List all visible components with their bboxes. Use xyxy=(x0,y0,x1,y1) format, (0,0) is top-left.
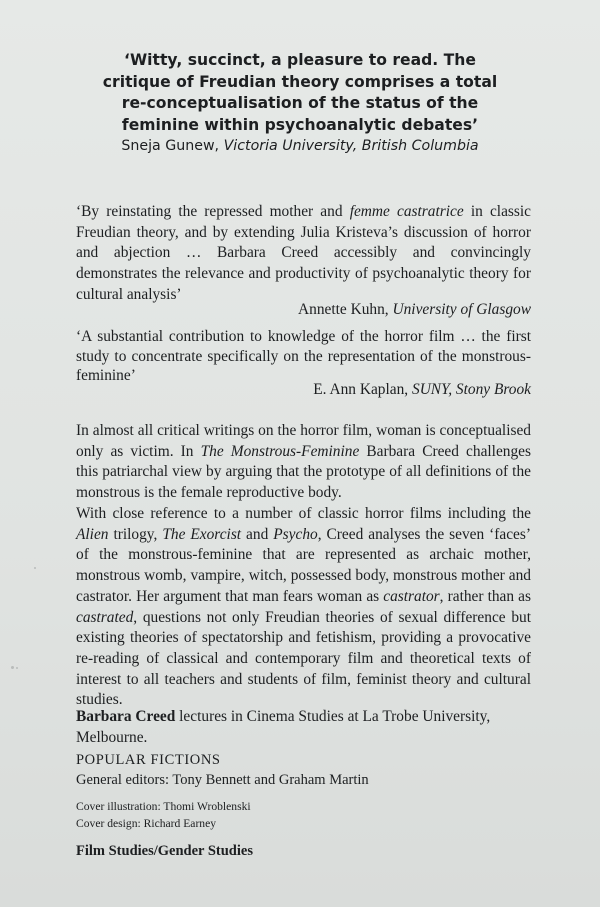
emphasis-word: castrator xyxy=(383,587,440,605)
review-kaplan-attribution xyxy=(76,380,531,401)
print-speck xyxy=(34,567,36,569)
film-title: Psycho xyxy=(273,525,318,543)
lead-author: Sneja Gunew, xyxy=(121,138,224,154)
series-name: POPULAR FICTIONS xyxy=(76,752,221,768)
review-kaplan-affiliation: SUNY, Stony Brook xyxy=(412,381,531,398)
blurb-text: With close reference to a number of classic horror films including the xyxy=(76,505,531,522)
cover-credits xyxy=(76,799,251,832)
series-editors: General editors: Tony Bennett and Graham Martin xyxy=(76,772,369,788)
blurb-text: , Creed analyses the seven ‘faces’ of the monstrous-feminine that are represented as archaic mother, monstrous womb, vampire, witch, possessed body, monstrous mother and castrator. Her argument that man fears woman as xyxy=(76,525,531,605)
emphasis-word: castrated xyxy=(76,608,134,626)
review-kaplan-text: ‘A substantial contribution to knowledge of the horror film … the first study to concentrate specifically on the representation of the monstrous-feminine’ xyxy=(76,328,531,385)
lead-affiliation: Victoria University, British Columbia xyxy=(223,138,479,154)
lead-quote-line: re-conceptualisation of the status of the xyxy=(121,94,479,112)
blurb-text: In almost all critical writings on the horror film, woman is conceptualised only as victim. In xyxy=(76,422,531,460)
film-title: Alien xyxy=(76,525,109,543)
review-kuhn-text: in classic Freudian theory, and by extending Julia Kristeva’s discussion of horror and abjection … Barbara Creed accessibly and convincingly demonstrates the relevance and productivity of psychoanalytic theory for cultural analysis’ xyxy=(76,203,531,303)
lead-quote-line: feminine within psychoanalytic debates’ xyxy=(121,115,479,134)
review-kuhn-text: ‘By reinstating the repressed mother and xyxy=(76,203,350,220)
author-bio-text: lectures in Cinema Studies at La Trobe University, Melbourne. xyxy=(76,708,491,746)
blurb-text: trilogy, xyxy=(108,525,163,543)
print-speck xyxy=(11,666,14,669)
book-title: The Monstrous-Feminine xyxy=(200,442,360,460)
author-bio xyxy=(76,707,536,748)
blurb-text: , questions not only Freudian theories of sexual difference but existing theories of spectatorship and fetishism, providing a provocative re-reading of classical and contemporary film and theoretical texts of interest to all teachers and students of film, feminist theory and cultural studies. xyxy=(76,608,531,709)
subject-category: Film Studies/Gender Studies xyxy=(76,843,253,859)
lead-quote-line: critique of Freudian theory comprises a total xyxy=(102,72,498,91)
lead-endorsement xyxy=(60,50,540,157)
lead-attribution xyxy=(60,136,540,157)
review-kuhn-author: Annette Kuhn, xyxy=(298,301,393,318)
review-kuhn xyxy=(76,202,531,306)
review-kuhn-attribution xyxy=(76,300,531,321)
author-name: Barbara Creed xyxy=(76,708,176,725)
blurb-text: and xyxy=(241,525,274,543)
film-title: The Exorcist xyxy=(162,525,242,543)
review-kuhn-italic: femme castratrice xyxy=(349,203,464,220)
lead-quote xyxy=(60,50,540,136)
blurb-paragraph-1 xyxy=(76,421,531,504)
print-speck xyxy=(16,667,18,669)
blurb-text: Barbara Creed challenges this patriarchal view by arguing that the prototype of all definitions of the monstrous is the female reproductive body. xyxy=(76,442,531,502)
cover-design-credit: Cover design: Richard Earney xyxy=(76,816,217,830)
review-kaplan-author: E. Ann Kaplan, xyxy=(313,381,412,398)
lead-quote-line: ‘Witty, succinct, a pleasure to read. The xyxy=(124,51,476,69)
review-kaplan xyxy=(76,327,531,386)
cover-illustration-credit: Cover illustration: Thomi Wroblenski xyxy=(76,800,251,813)
review-kuhn-affiliation: University of Glasgow xyxy=(392,301,531,318)
blurb-text: , rather than as xyxy=(439,587,531,605)
blurb-paragraph-2 xyxy=(76,504,531,711)
